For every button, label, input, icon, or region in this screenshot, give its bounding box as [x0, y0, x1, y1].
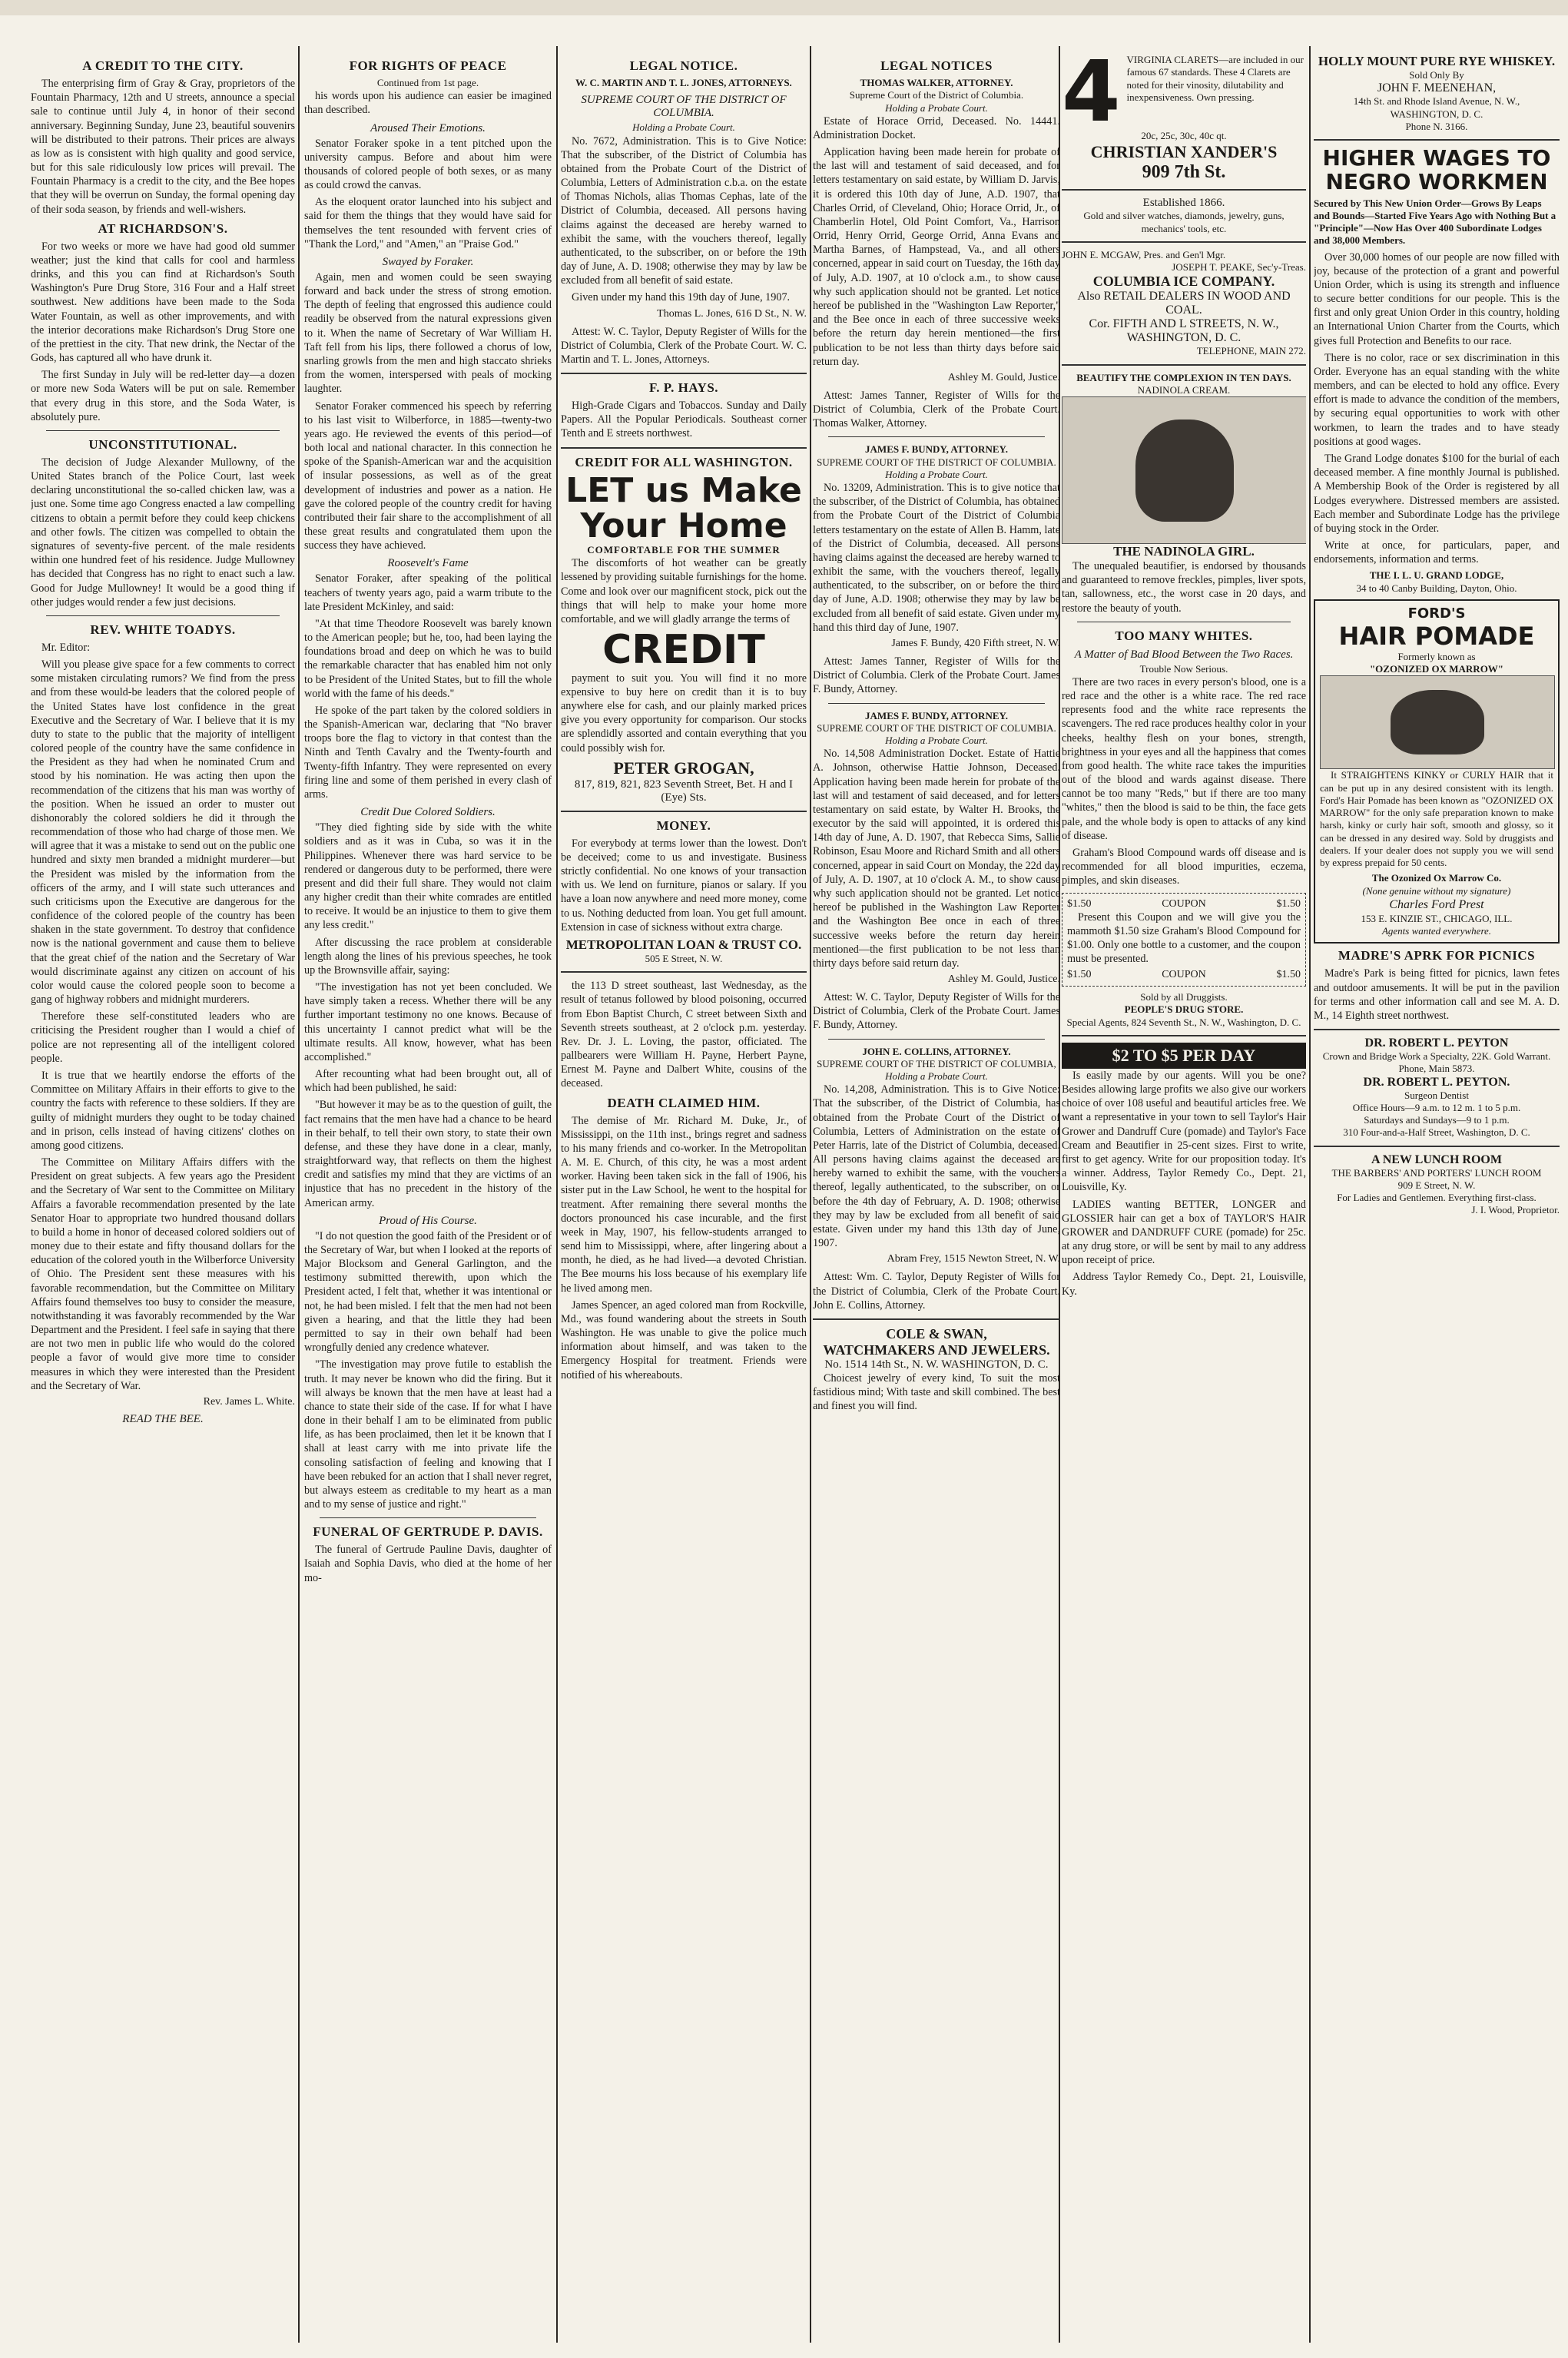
column-rule [298, 46, 300, 2343]
ad-line: Sold by all Druggists. [1140, 991, 1228, 1003]
coupon-text: Present this Coupon and we will give you the mammoth $1.50 size Graham's Blood Compound for $1.00. Only one bottle to a customer, and the coupon must be presented. [1067, 910, 1301, 966]
ad-line: Crown and Bridge Work a Specialty, 22K. Gold Warrant. [1322, 1050, 1551, 1063]
ad-brand: FORD'S [1407, 605, 1466, 622]
coupon[interactable] [1062, 893, 1306, 987]
ad-business-name: DR. ROBERT L. PEYTON [1364, 1036, 1509, 1050]
ad-title: MONEY. [656, 818, 711, 833]
top-margin-strip [0, 0, 1568, 15]
section-title: LEGAL NOTICE. [629, 58, 738, 73]
ad-business-name: JOHN F. MEENEHAN, [1377, 81, 1497, 95]
ad-hours: Saturdays and Sundays—9 to 1 p.m. [1364, 1114, 1510, 1126]
subheading: Swayed by Foraker. [382, 255, 474, 268]
divider [561, 447, 807, 449]
ad-paragraph: Over 30,000 homes of our people are now filled with joy, because of the protection of a grant and powerful Union Order, which is using its strength and influence to secure better conditions for our people. This is the first and only great Union Order in this country, holding an International Union Charter from the Courts, which gives full Protection and Benefits to our race. [1314, 250, 1560, 347]
signature: Ashley M. Gould, Justice. [947, 371, 1060, 383]
column-rule [810, 46, 811, 2343]
signature: Ashley M. Gould, Justice. [947, 973, 1060, 986]
divider [561, 811, 807, 812]
subheading: A Matter of Bad Blood Between the Two Races. [1074, 648, 1294, 661]
article-paragraph: Mr. Editor: [41, 641, 91, 654]
ad-business-name: COLE & SWAN, [886, 1325, 987, 1342]
divider [1062, 1035, 1306, 1036]
article-paragraph: "At that time Theodore Roosevelt was barely known to the American people; but he, too, had been laying the foundations broad and deep on which he was to build the remarkable character that has enabled him not only to be President of the United States, but to fill the whole world with the fame of his deeds." [304, 617, 552, 700]
column-5 [1062, 54, 1306, 2351]
article-title: DEATH CLAIMED HIM. [607, 1095, 761, 1110]
notice-paragraph: No. 7672, Administration. This is to Give Notice: That the subscriber, of the District of Columbia has obtained from the Probate Court of the District of Columbia, Letters of Administration c.b.a. on the estate of Thomas Nichols, alias Thomas Cephas, late of the District of Columbia, deceased. All persons having claims against the deceased are hereby warned to exhibit the same, with the vouchers thereof, legally authenticated, to the subscriber, on or before the 19th day of June, A. D. 1908; otherwise they may by law be excluded from all benefit of said estate. [561, 134, 807, 287]
column-4 [813, 54, 1060, 2351]
ad-paragraph: The Grand Lodge donates $100 for the burial of each deceased member. A fine monthly Journal is published. A Membership Book of the Order is registered by all Lodges everywhere. Distressed members are assisted. Each member and Subordinate Lodge has the privilege of buying stock in the Order. [1314, 453, 1560, 535]
article-paragraph: Therefore these self-constituted leaders who are criticising the President rougher than I would a chief of police are not representing all of the intelligent colored people. [31, 1010, 295, 1065]
article-title: AT RICHARDSON'S. [98, 221, 228, 236]
attorney-line: JAMES F. BUNDY, ATTORNEY. [865, 709, 1008, 721]
divider [561, 971, 807, 973]
ad-business-name: COLUMBIA ICE COMPANY. [1092, 274, 1275, 290]
article-paragraph: James Spencer, an aged colored man from Rockville, Md., was found wandering about the streets in South Washington. He was unable to give the police much information about himself, and was taken to the Emergency Hospital for treatment. Friends were notified of his whereabouts. [561, 1298, 807, 1381]
ad-numeral: 4 [1062, 54, 1121, 141]
article-paragraph: Senator Foraker spoke in a tent pitched upon the university campus. Before and about him were thousands of colored people of both sexes, or as many as could crowd the canvas. [304, 137, 552, 192]
notice-paragraph: Attest: W. C. Taylor, Deputy Register of Wills for the District of Columbia, Clerk of the Probate Court. W. C. Martin and T. L. Jones, Attorneys. [561, 325, 807, 366]
attorney-line: JAMES F. BUNDY, ATTORNEY. [865, 443, 1008, 456]
notice-paragraph: Given under my hand this 19th day of June, 1907. [572, 291, 791, 304]
ad-prices: 20c, 25c, 30c, 40c qt. [1141, 130, 1227, 141]
coupon-price: $1.50 [1067, 897, 1092, 910]
ad-established: Established 1866. [1142, 197, 1225, 210]
ad-paragraph: The discomforts of hot weather can be greatly lessened by providing suitable furnishings for the home. Come and look over our magnificent stock, pick out the things that will help to make your home more comfortable, and we will gladly arrange the terms of [561, 557, 807, 625]
ad-paragraph: Is easily made by our agents. Will you be one? Besides allowing large profits we also give our workers choice of over 108 useful and beautiful articles free. We want a representative in your town to sell Taylor's Hair Grower and Dandruff Cure (pomade) and Taylor's Face Cream and Beautifier in 25-cent sizes. First to write, first to get agency. Write for our proposition today. It's a winner. Address, Taylor Remedy Co., Dept. 21, Louisville, Ky. [1062, 1069, 1306, 1194]
court-subheading: Holding a Probate Court. [885, 468, 988, 480]
notice-paragraph: Attest: James Tanner, Register of Wills for the District of Columbia. Clerk of the Probate Court. James F. Bundy, Attorney. [813, 655, 1060, 696]
article-title: A CREDIT TO THE CITY. [82, 58, 244, 73]
article-paragraph: There are two races in every person's blood, one is a red race and the other is a white race. The red race represents food and the white race represents the scavengers. The red race produces healthy color in your cheeks, healthy flesh on your bones, strength, brightness in your eyes and all the happiness that comes from good health. The white race takes the impurities out of the blood and wards against disease. There cannot be too many "Reds," but if there are too many "whites," then the blood is said to be thin, the face gets pale, and the whole body is open to attacks of any kind of disease. [1062, 675, 1306, 842]
article-paragraph: Madre's Park is being fitted for picnics, lawn fetes and outdoor amusements. It will be put in the pavilion for terms and other information call and see M. A. D. M., 14 Eighth street northwest. [1314, 967, 1560, 1022]
ad-headline: A NEW LUNCH ROOM [1371, 1152, 1502, 1166]
article-title: MADRE'S APRK FOR PICNICS [1338, 948, 1536, 963]
ad-hours: Office Hours—9 a.m. to 12 m. 1 to 5 p.m. [1352, 1101, 1521, 1113]
ad-line: (None genuine without my signature) [1362, 884, 1511, 897]
ad-paragraph: LADIES wanting BETTER, LONGER and GLOSSIER hair can get a box of TAYLOR'S HAIR GROWER and DANDRUFF CURE (pomade) for 25c. at any drug store, or will be sent by mail to any address upon receipt of price. [1062, 1198, 1306, 1267]
article-paragraph: the 113 D street southeast, last Wednesday, as the result of tetanus followed by blood poisoning, occurred from Ebon Baptist Church, C street between Sixth and Seventh streets southeast, at 2 o'clock p.m. yesterday. Rev. Dr. J. L. Loving, the pastor, officiated. The pallbearers were William H. Payne, Herbert Payne, Ernest M. Payne and Dalbert White, cousins of the deceased. [561, 980, 807, 1090]
ad-paragraph: Address Taylor Remedy Co., Dept. 21, Louisville, Ky. [1062, 1271, 1306, 1298]
signature: James F. Bundy, 420 Fifth street, N. W. [891, 638, 1060, 649]
ad-business-type: WATCHMAKERS AND JEWELERS. [823, 1342, 1050, 1358]
column-3 [561, 54, 807, 2351]
divider [1062, 241, 1306, 243]
ad-address: Special Agents, 824 Seventh St., N. W., Washington, D. C. [1066, 1016, 1301, 1028]
notice-paragraph: Attest: James Tanner, Register of Wills for the District of Columbia, Clerk of the Probate Court. Thomas Walker, Attorney. [813, 389, 1060, 430]
ad-city: WASHINGTON, D. C. [1390, 108, 1483, 120]
notice-paragraph: No. 13209, Administration. This is to give notice that the subscriber, of the District of Columbia, has obtained from the Probate Court of the District of Columbia letters testamentary on the estate of Allen B. Hamm, late of the District of Columbia, deceased. All persons having claims against the deceased are hereby warned to exhibit the same, with the vouchers thereof, legally authenticated, to the subscriber, on or before the third day of June, A.D. 1908; otherwise they may by law be excluded from all benefit of said estate. Given under my hand this third day of June, 1907. [813, 482, 1060, 634]
notice-paragraph: No. 14,208, Administration. This is to Give Notice: That the subscriber, of the District of Columbia, has obtained from the Probate Court of the District of Columbia, Letters of Administration on the estate of Peter Harris, late of the District of Columbia, deceased. All persons having claims against the deceased are hereby warned to exhibit the same, with the vouchers thereof, legally authenticated, to the subscriber, on or before the 4th day of February, A. D. 1908; otherwise they may by law be excluded from all benefit of said estate. Given under my hand this 13th day of June, 1907. [813, 1083, 1060, 1250]
ad-officer: JOHN E. MCGAW, Pres. and Gen'l Mgr. [1062, 248, 1226, 260]
article-paragraph: It is true that we heartily endorse the efforts of the Committee on Military Affairs in their efforts to give to the country the facts with reference to these soldiers. If they are guilty of midnight murders they ought to be today chained and in prison, cells instead of having citizens' clothes on among good citizens. [31, 1070, 295, 1152]
article-paragraph: "They died fighting side by side with the white soldiers and as it was in Cuba, so was it in the Philippines. Whenever there was hard service to be rendered or dangerous duty to be performed, there were present and did their full share. They would not claim any higher credit than their white comrades are entitled to receive. It would be an injustice to them to give them any less credit." [304, 821, 552, 932]
ad-phone: Phone, Main 5873. [1398, 1063, 1475, 1075]
coupon-header [1067, 898, 1301, 910]
ad-paragraph: Choicest jewelry of every kind, To suit the most fastidious mind; With taste and skill combined. The best and finest you will find. [813, 1371, 1060, 1413]
article-paragraph: The Committee on Military Affairs differs with the President on great subjects. A few years ago the President and the Secretary of War sent to the Committee on Military Affairs a favorable recommendation presented by the late Senator Hoar to appropriate two hundred thousand dollars to build a home in honor of deceased colored soldiers out of money due to their estate and fifty thousand dollars for the education of the colored youth in the Wilberforce University of Ohio. The President sent these measures with his favorable recommendation, but the Committee on Military Affairs found themselves too busy to consider the measure, notwithstanding it was favorably recommended by the War Department and the President. I feel safe in saying that there are not two men in public life who would do the colored people a favor of would give more time to consider measures in which they were interested than the President and the Secretary of War. [31, 1156, 295, 1392]
column-2 [304, 54, 552, 2351]
ad-line: Surgeon Dentist [1404, 1089, 1469, 1101]
divider [320, 1517, 536, 1518]
article-paragraph: Will you please give space for a few comments to correct some mistaken circulating rumors? We find from the press and from these would-be leaders that the colored people of the United States have lost confidence in the great Executive and the Secretary of War. I believe that it is my duty to state to the public that the majority of intelligent colored people of the country have the same confidence in the President as they had when he nominated Crum and stood by his nomination. He was acting then upon the recommendation of the citizens that his man was worthy of the position. When he issued an order to muster out dishonorably the colored soldiers he did it through the recommendation of those who had charge of those men. We will agree that it was a mistake to send out on the public one hundred and sixty men branded a midnight murderer—but the President was misled by the information from the officers of the army, and I will state such utterances and such criticisms upon the Executive are dangerous for the confidence of the colored people of the country has been shaken in the state government. To destroy that confidence now is the national government and cause them to believe that the great chief of the nation and the Secretary of War would discriminate against any citizen on account of his color would cause the colored people soon to become a gang of highway robbers and midnight murderers. [31, 658, 295, 1007]
column-1 [31, 54, 295, 2351]
article-paragraph: He spoke of the part taken by the colored soldiers in the Spanish-American war, declaring that "No braver troops bore the flag to victory in that contest than the Ninth and Tenth Cavalry and the Twenty-fourth and Twenty-fifth Infantry. They were represented on every firing line and some of them perished in every clash of arms. [304, 704, 552, 801]
coupon-price: $1.50 [1067, 969, 1092, 981]
column-rule [1309, 46, 1311, 2343]
ad-business-name: CHRISTIAN XANDER'S [1090, 142, 1278, 162]
ad-headline: BEAUTIFY THE COMPLEXION IN TEN DAYS. [1076, 371, 1291, 383]
court-heading: SUPREME COURT OF THE DISTRICT OF COLUMBIA. [817, 721, 1056, 734]
article-paragraph: After discussing the race problem at considerable length along the lines of his previous speeches, he took up the Brownsville affair, saying: [304, 936, 552, 977]
article-paragraph: "I do not question the good faith of the President or of the Secretary of War, but when I looked at the reports of Major Blocksom and General Garlington, and the testimony submitted therewith, upon which the President acted, I felt that, whether it was intentional or not, he had been misled. I felt that the men had not been given a hearing, and that the little they had been permitted to say in their own behalf had been wrongfully denied any credence whatever. [304, 1229, 552, 1355]
ad-paragraph: The unequaled beautifier, is endorsed by thousands and guaranteed to remove freckles, pimples, liver spots, tan, sallowness, etc., the worst case in 20 days, and restore the beauty of youth. [1062, 560, 1306, 615]
court-subheading: Holding a Probate Court. [885, 735, 988, 747]
ad-paragraph: For everybody at terms lower than the lowest. Don't be deceived; come to us and investigate. Business strictly confidential. No one knows of your transaction with us. We lend on furniture, pianos or salary. If you have a loan now anywhere and need more money, come to us. Nothing deducted from loan. You get full amount. Extension in case of sickness without extra charge. [561, 837, 807, 934]
ad-paragraph: There is no color, race or sex discrimination in this Order. Everyone has an equal standing with the white members, and can be elected to hold any office. Every effort is made to advance the condition of the members, by securing equal opportunities to work with other workmen, to learn the trades and to have steady positions at good wages. [1314, 351, 1560, 448]
article-title: REV. WHITE TOADYS. [90, 622, 236, 637]
ad-address: Cor. FIFTH AND L STREETS, N. W., WASHINGTON, D. C. [1089, 317, 1279, 345]
coupon-price: $1.50 [1276, 969, 1301, 981]
ad-address: No. 1514 14th St., N. W. WASHINGTON, D. C. [824, 1358, 1049, 1371]
ad-officer: JOSEPH T. PEAKE, Sec'y-Treas. [1172, 261, 1306, 273]
divider [1314, 139, 1560, 141]
ad-headline: HAIR POMADE [1338, 621, 1535, 651]
divider [1062, 189, 1306, 191]
divider [46, 430, 280, 431]
article-paragraph: The first Sunday in July will be red-letter day—a dozen or more new Soda Waters will be put on sale. Remember that every drug in this store, and the Soda Water, is absolutely pure. [31, 369, 295, 423]
ad-phone: Phone N. 3166. [1405, 120, 1468, 132]
article-title: FUNERAL OF GERTRUDE P. DAVIS. [313, 1524, 543, 1540]
attorney-line: W. C. MARTIN AND T. L. JONES, ATTORNEYS. [575, 77, 792, 88]
ad-address: 14th St. and Rhode Island Avenue, N. W., [1353, 95, 1520, 108]
ad-line: For Ladies and Gentlemen. Everything first-class. [1337, 1192, 1537, 1204]
ad-address: 817, 819, 821, 823 Seventh Street, Bet. H and I (Eye) Sts. [574, 778, 794, 804]
signature: Charles Ford Prest [1389, 897, 1484, 911]
article-title: TOO MANY WHITES. [1115, 628, 1253, 643]
ad-subheadline: Secured by This New Union Order—Grows By Leaps and Bounds—Started Five Years Ago with Nothing But a "Principle"—Now Has Over 400 Subordinate Lodges and 38,000 Members. [1314, 197, 1556, 247]
article-title: FOR RIGHTS OF PEACE [349, 58, 507, 73]
divider [1062, 364, 1306, 366]
ad-paragraph: Write at once, for particulars, paper, and endorsements, information and terms. [1314, 539, 1560, 566]
court-subheading: Holding a Probate Court. [885, 101, 988, 114]
coupon-footer [1067, 969, 1301, 981]
article-paragraph: his words upon his audience can easier be imagined than described. [304, 90, 552, 117]
divider [828, 703, 1045, 704]
signature: Abram Frey, 1515 Newton Street, N. W. [887, 1253, 1060, 1265]
ad-address: 310 Four-and-a-Half Street, Washington, D. C. [1343, 1126, 1530, 1139]
court-subheading: Holding a Probate Court. [885, 1070, 988, 1083]
subheading: Trouble Now Serious. [1139, 662, 1228, 675]
subheading: Credit Due Colored Soldiers. [360, 806, 496, 819]
ad-credit-word: CREDIT [602, 627, 765, 674]
notice-paragraph: Attest: Wm. C. Taylor, Deputy Register of Wills for the District of Columbia, Clerk of the Probate Court. John E. Collins, Attorney. [813, 1271, 1060, 1312]
notice-paragraph: Application having been made herein for probate of the last will and testament of said deceased, and for letters testamentary on said estate, by William D. Jarvis, it is ordered this 10th day of June, A.D. 1907, that Charles Orrid, of Cleveland, Ohio; Horace Orrid, Jr., of Chamberlin Hotel, Old Point Comfort, Va., Harrison Orrid, Henry Orrid, George Orrid, Anna Evans and Martha Barnes, of Hampstead, Va., and all others concerned, appear in said court on Tuesday, the 16th day of July, A.D. 1907, at 10 o'clock a.m., to show cause why such application should not be granted. Let notice hereof be published in the "Washington Law Reporter," and the Bee once in each of three successive weeks before the return day herein mentioned—the first publication to be not less than thirty days before said return day. [813, 146, 1060, 368]
divider [813, 1318, 1060, 1320]
ad-business-name: METROPOLITAN LOAN & TRUST CO. [565, 937, 802, 952]
subheading: Aroused Their Emotions. [370, 121, 486, 134]
article-paragraph: The demise of Mr. Richard M. Duke, Jr., of Mississippi, on the 11th inst., brings regret and sadness to his many friends and co-worker. In the Metropolitan A. M. E. Church, of this city, he was a most ardent worker. Having been taken sick in the fall of 1906, his sister put in the Law School, he went to the hospital for treatment. After remaining there several months the doctors pronounced his case incurable, and the first week in May, 1907, his fellow-students arranged to send him to Mississippi, where, after lingering about a month, he died, as he had lived—a devoted Christian. The Bee mourns his loss because of his exemplary life he lived among men. [561, 1114, 807, 1295]
divider [561, 373, 807, 374]
ad-title: F. P. HAYS. [648, 380, 719, 396]
divider [828, 436, 1045, 437]
court-heading: SUPREME COURT OF THE DISTRICT OF COLUMBIA, [817, 1057, 1056, 1070]
article-paragraph: Graham's Blood Compound wards off disease and is recommended for all blood impurities, eczema, pimples, and skin diseases. [1062, 847, 1306, 887]
article-paragraph: After recounting what had been brought out, all of which had been published, he said: [304, 1068, 552, 1095]
article-subtitle: Continued from 1st page. [376, 77, 479, 88]
article-paragraph: "The investigation may prove futile to establish the truth. It may never be known who did the firing. But it will always be known that the men have at least had a chance to state their side of the case. If for what I have done in their behalf I am to be eliminated from public life, as has been proclaimed, then let it be known that I shall at least carry with me into private life the consoling satisfaction of feeling and knowing that I have been rebuked for an action that I shall never regret, but always esteem as creditable to my heart as a man and to my sense of justice and right." [304, 1358, 552, 1511]
ad-headline: LET us Make [565, 470, 802, 510]
article-paragraph: Again, men and women could be seen swaying forward and back under the stress of strong emotion. The depth of feeling that engrossed this audience could readily be observed from the natural expressions given to it. When the name of Secretary of War William H. Taft fell from his lips, there followed a chorus of low, snarling growls from the men and high staccato shrieks from the women, interspersed with peals of mocking laughter. [304, 270, 552, 396]
ad-paragraph: It STRAIGHTENS KINKY or CURLY HAIR that it can be put up in any desired consistent with its length. Ford's Hair Pomade has been known as "OZONIZED OX MARROW" for the only safe preparation known to make harsh, kinky or curly hair soft, smooth and glossy, so it can be dressed in any desired way. Sold by druggists and dealers. If your dealer does not supply you we will send by express prepaid for 50 cents. [1320, 769, 1553, 869]
divider [828, 1039, 1045, 1040]
subheading: Roosevelt's Fame [387, 557, 469, 570]
ad-line: Agents wanted everywhere. [1381, 925, 1492, 937]
notice-paragraph: Estate of Horace Orrid, Deceased. No. 14441. Administration Docket. [813, 114, 1060, 141]
ad-phone: TELEPHONE, MAIN 272. [1196, 345, 1306, 357]
ad-product: NADINOLA CREAM. [1137, 383, 1231, 396]
court-heading: Supreme Court of the District of Columbia. [849, 89, 1024, 101]
ad-business-name: PEOPLE'S DRUG STORE. [1124, 1003, 1244, 1016]
hair-pomade-ad [1314, 599, 1560, 944]
ad-address: 34 to 40 Canby Building, Dayton, Ohio. [1356, 582, 1517, 594]
ad-headline: $2 TO $5 PER DAY [1062, 1043, 1306, 1069]
footer-note: READ THE BEE. [122, 1412, 204, 1425]
article-paragraph: Senator Foraker, after speaking of the political teachers of twenty years ago, paid a warm tribute to the late President McKinley, and said: [304, 572, 552, 613]
ad-paragraph: Gold and silver watches, diamonds, jewelry, guns, mechanics' tools, etc. [1083, 210, 1285, 234]
ad-line: Sold Only By [1409, 69, 1464, 81]
column-rule [556, 46, 558, 2343]
court-heading: SUPREME COURT OF THE DISTRICT OF COLUMBIA. [581, 94, 787, 120]
ad-paragraph: VIRGINIA CLARETS—are included in our famous 67 standards. These 4 Clarets are noted for their vinosity, dilutability and inexpensiveness. Own pressing. [1126, 54, 1304, 103]
article-title: UNCONSTITUTIONAL. [88, 436, 237, 452]
ad-address: 909 E Street, N. W. [1397, 1179, 1476, 1191]
ad-business-name: PETER GROGAN, [613, 758, 754, 778]
article-paragraph: The enterprising firm of Gray & Gray, proprietors of the Fountain Pharmacy, 12th and U streets, announce a special sale to continue until July 4, in honor of their second anniversary. Beginning Sunday, June 23, beautiful souvenirs will be distributed to their patrons. Their prices are always as low as is consistent with high quality and good service, but for this sale ridiculously low prices will prevail. The Fountain Pharmacy is a credit to the city, and the Bee hopes that they will be overrun on Sunday, the formal opening day of their soda season, by friends and well-wishers. [31, 78, 295, 216]
attorney-line: THOMAS WALKER, ATTORNEY. [860, 77, 1013, 88]
signature: J. I. Wood, Proprietor. [1471, 1204, 1560, 1216]
article-paragraph: Senator Foraker commenced his speech by referring to his last visit to Wilberforce, in 1885—twenty-two years ago. He reviewed the events of this period—of both local and national character. In this connection he spoke of the Spanish-American war and the acquisition of insular possessions, as well as of the great development of industries and power as a nation. He gave the colored people of the country credit for having contributed their fair share to the accomplishment of all these great results and congratulated them upon the success they have achieved. [304, 400, 552, 552]
ad-headline: Your Home [580, 506, 787, 546]
court-subheading: Holding a Probate Court. [632, 121, 735, 134]
article-paragraph: As the eloquent orator launched into his subject and said for them the things that they would have said for themselves the tent resounded with fervent cries of "Thank the Lord," and "Amen," an "Praise God." [304, 196, 552, 250]
ad-business-name: DR. ROBERT L. PEYTON. [1363, 1075, 1510, 1089]
ad-caption: THE NADINOLA GIRL. [1113, 544, 1255, 559]
court-heading: SUPREME COURT OF THE DISTRICT OF COLUMBIA. [817, 456, 1056, 468]
article-paragraph: For two weeks or more we have had good old summer weather; just the kind that calls for cool and harmless drinks, and this you can find at Richardson's South Washington's Pure Drug Store, 316 Four and a Half street southwest. New additions have been made to the Soda Water Fountain, as well as other improvements, and with the interior decorations make Richardson's Drug Store one of the prettiest in the city. That new drink, the Nectar of the Gods, has captured all who have drunk it. [31, 240, 295, 365]
claret-ad [1062, 54, 1306, 183]
divider [1314, 1146, 1560, 1147]
divider [1314, 1029, 1560, 1030]
ad-business-name: THE I. L. U. GRAND LODGE, [1369, 569, 1504, 582]
notice-paragraph: Attest: W. C. Taylor, Deputy Register of Wills for the District of Columbia, Clerk of the Probate Court. James F. Bundy, Attorney. [813, 991, 1060, 1032]
ad-line: Also RETAIL DEALERS IN WOOD AND COAL. [1077, 290, 1291, 317]
nadinola-girl-illustration [1062, 396, 1306, 544]
coupon-label: COUPON [1162, 969, 1206, 981]
ad-tagline: COMFORTABLE FOR THE SUMMER [587, 543, 781, 556]
article-paragraph: "But however it may be as to the question of guilt, the fact remains that the men have had a chance to be heard in their behalf, to tell their own story, to state their own defense, and these they have done in a clear, manly, straightforward way, that reflects on them the highest credit and satisfies my mind that they are victims of an injustice that has no precedent in the history of the American army. [304, 1099, 552, 1209]
ad-address: 505 E Street, N. W. [645, 952, 723, 964]
notice-paragraph: No. 14,508 Administration Docket. Estate of Hattie A. Johnson, otherwise Hattie Johnson, Deceased. Application having been made herein for probate of the last will and testament of said deceased, and for letters testamentary on said estate, by Walter H. Brooks, the executor by the said will appointed, it is ordered this 14th day of June, A. D. 1907, that Rebecca Sims, Sallie Robinson, Esau Moore and Richard Smith and all others concerned, appear in said Court on Monday, the 22d day of July, A. D. 1907, at 10 o'clock A. M., to show cause why such application should not be granted. Let notice hereof be published in the Washington Law Reporter and the Washington Bee once in each of three successive weeks before the return day herein mentioned—the first publication to be not less than thirty days before said return day. [813, 748, 1060, 970]
ad-paragraph: High-Grade Cigars and Tobaccos. Sunday and Daily Papers. All the Popular Periodicals. Southeast corner Tenth and E streets northwest. [561, 400, 807, 440]
coupon-label: COUPON [1162, 897, 1206, 910]
ad-address: 909 7th St. [1142, 162, 1226, 183]
article-paragraph: "The investigation has not yet been concluded. We have simply taken a recess. Whether there will be any further important testimony no one knows. Because of this uncertainty I cannot predict what will be the ultimate results. All know, however, what has been accomplished." [304, 981, 552, 1063]
ad-headline: HOLLY MOUNT PURE RYE WHISKEY. [1318, 54, 1556, 68]
portrait-illustration [1320, 675, 1555, 769]
divider [46, 615, 280, 616]
column-6 [1314, 54, 1560, 2351]
ad-address: 153 E. KINZIE ST., CHICAGO, ILL. [1361, 912, 1513, 924]
article-paragraph: The funeral of Gertrude Pauline Davis, daughter of Isaiah and Sophia Davis, who died at the home of her mo- [304, 1544, 552, 1584]
ad-paragraph: payment to suit you. You will find it no more expensive to buy here on credit than it is to buy anywhere else for cash, and our plainly marked prices give you every opportunity for comparison. Our stocks are splendidly assorted and contain everything that you could possibly wish for. [561, 672, 807, 754]
ad-line: Formerly known as [1397, 650, 1476, 662]
coupon-price: $1.50 [1276, 897, 1301, 910]
signature: Thomas L. Jones, 616 D St., N. W. [657, 307, 807, 320]
article-paragraph: The decision of Judge Alexander Mullowny, of the United States branch of the Police Court, last week declaring unconstitutional the so-called chicken law, was a just one. Some time ago Congress enacted a law compelling citizens to obtain a permit before they could keep chickens and other fowls. The citizen was compelled to obtain the signatures of seventy-five percent. of the male residents within one hundred feet of his residence. Judge Mullowney has decided that Congress has no right to enact such a law. Good for Judge Mullowney! It would be a good thing if other judges would render a few just decisions. [31, 456, 295, 609]
ad-headline: HIGHER WAGES TO NEGRO WORKMEN [1322, 145, 1551, 194]
ad-business-name: THE BARBERS' AND PORTERS' LUNCH ROOM [1331, 1166, 1542, 1179]
ad-line: "OZONIZED OX MARROW" [1369, 663, 1504, 675]
ad-business-name: The Ozonized Ox Marrow Co. [1371, 872, 1502, 884]
section-title: LEGAL NOTICES [880, 58, 993, 73]
attorney-line: JOHN E. COLLINS, ATTORNEY. [862, 1045, 1011, 1057]
subheading: Proud of His Course. [379, 1214, 477, 1227]
signature: Rev. James L. White. [203, 1395, 295, 1408]
ad-title: CREDIT FOR ALL WASHINGTON. [575, 454, 793, 469]
